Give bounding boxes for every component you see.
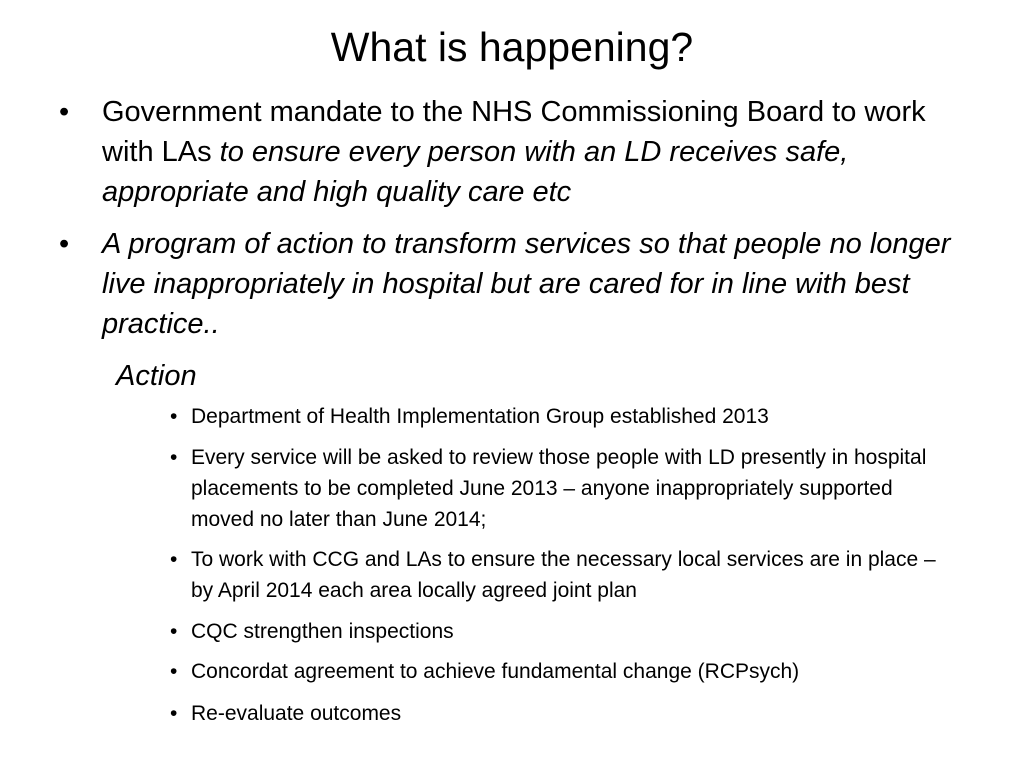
bullet-text (102, 92, 979, 212)
action-item-text: CQC strengthen inspections (191, 620, 454, 643)
bullet-marker: • (59, 228, 70, 260)
bullet-item (59, 224, 979, 344)
action-item (170, 616, 960, 647)
sub-bullet-marker: • (170, 548, 178, 571)
bullet-item (59, 92, 979, 212)
action-item (170, 401, 960, 432)
action-item-text: Re-evaluate outcomes (191, 702, 402, 725)
bullet-text-normal: Government mandate to the NHS Commissioning Board to work with LAs (102, 96, 926, 168)
bullet-text-italic: to ensure every person with an LD receives safe, appropriate and high quality care etc (102, 136, 849, 208)
action-item (170, 544, 960, 606)
action-item-text: Every service will be asked to review those people with LD presently in hospital placements to be completed June 2013 – anyone inappropriately supported moved no later than June 2014; (191, 446, 927, 531)
action-heading: Action (116, 360, 197, 392)
sub-bullet-marker: • (170, 405, 178, 428)
bullet-marker: • (59, 96, 70, 128)
action-item (170, 442, 960, 535)
action-item-text: To work with CCG and LAs to ensure the necessary local services are in place – by April 2014 each area locally agreed joint plan (191, 548, 936, 602)
action-item-text: Department of Health Implementation Group established 2013 (191, 405, 769, 428)
slide-title: What is happening? (330, 24, 694, 70)
action-item (170, 656, 960, 687)
sub-bullet-marker: • (170, 702, 178, 725)
sub-bullet-marker: • (170, 446, 178, 469)
sub-bullet-marker: • (170, 660, 178, 683)
bullet-text-italic: A program of action to transform services so that people no longer live inappropriately in hospital but are cared for in line with best practice.. (102, 228, 951, 340)
action-item-text: Concordat agreement to achieve fundamental change (RCPsych) (191, 660, 800, 683)
action-item (170, 698, 960, 729)
sub-bullet-marker: • (170, 620, 178, 643)
